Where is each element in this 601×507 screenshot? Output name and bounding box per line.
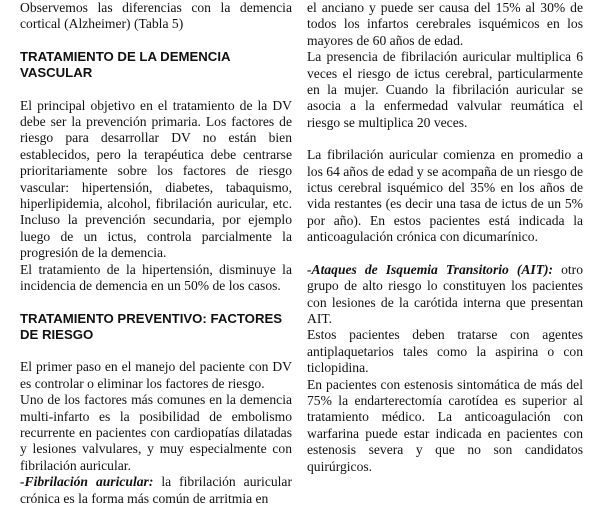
ait-paragraph: [307, 262, 583, 328]
left-column: [20, 0, 292, 507]
estenosis-paragraph: En pacientes con estenosis sintomática de más del 75% la endarterectomía carotídea es superior al tratamiento médico. La anticoagulación con warfarina puede estar indicada en pacientes con estenosis severa y que no son candidatos quirúrgicos.: [307, 376, 583, 474]
hipertension-paragraph: El tratamiento de la hipertensión, disminuye la incidencia de demencia en un 50% de los casos.: [20, 261, 292, 294]
comienza-paragraph: La fibrilación auricular comienza en promedio a los 64 años de edad y se acompaña de un riesgo de ictus cerebral isquémico del 35% en los años de vida restantes (es decir una tasa de ictus de un 5% por año). En estos pacientes está indicada la anticoagulación crónica con dicumarínico.: [307, 147, 583, 245]
primer-paso-paragraph: El primer paso en el manejo del paciente con DV es controlar o eliminar los factores de riesgo.: [20, 359, 292, 391]
fibrilacion-paragraph: [20, 474, 292, 507]
fibrilacion-label: -Fibrilación auricular:: [20, 474, 154, 490]
right-column: [307, 0, 583, 475]
intro-paragraph: Observemos las diferencias con la demencia cortical (Alzheimer) (Tabla 5): [20, 0, 292, 32]
multiinfarto-paragraph: Uno de los factores más comunes en la demencia multi-infarto es la posibilidad de embolismo recurrente en pacientes con cardiopatías dilatadas y lesiones valvulares, y muy especialmente con fibrilación auricular.: [20, 392, 292, 473]
antiplaquetarios-paragraph: Estos pacientes deben tratarse con agentes antiplaquetarios tales como la aspirina o con ticlopidina.: [307, 327, 583, 376]
ait-label: -Ataques de Isquemia Transitorio (AIT):: [307, 261, 554, 277]
heading-vascular: TRATAMIENTO DE LA DEMENCIA VASCULAR: [20, 48, 231, 81]
heading-preventivo: TRATAMIENTO PREVENTIVO: FACTORES DE RIESGO: [20, 310, 283, 342]
anciano-paragraph: el anciano y puede ser causa del 15% al 30% de todos los infartos cerebrales isquémicos en los mayores de 60 años de edad.: [307, 0, 583, 48]
ait-text: otro grupo de alto riesgo lo constituyen los pacientes con lesiones de la carótida interna que presentan AIT.: [307, 261, 583, 326]
fibrilacion-text: la fibrilación auricular crónica es la forma más común de arritmia en: [20, 474, 292, 506]
presencia-paragraph: La presencia de fibrilación auricular multiplica 6 veces el riesgo de ictus cerebral, particularmente en la mujer. Cuando la fibrilación auricular se asocia a la enfermedad valvular reumática el riesgo se multiplica 20 veces.: [307, 49, 583, 130]
objetivo-paragraph: El principal objetivo en el tratamiento de la DV debe ser la prevención primaria. Los factores de riesgo para desarrollar DV no están bien establecidos, pero la terapéutica debe centrarse prioritariamente sobre los factores de riesgo vascular: hipertensión, diabetes, tabaquismo, hiperlipidemia, alcohol, fibrilación auricular, etc. Incluso la prevención secundaria, por ejemplo luego de un ictus, controla parcialmente la progresión de la demencia.: [20, 97, 292, 261]
